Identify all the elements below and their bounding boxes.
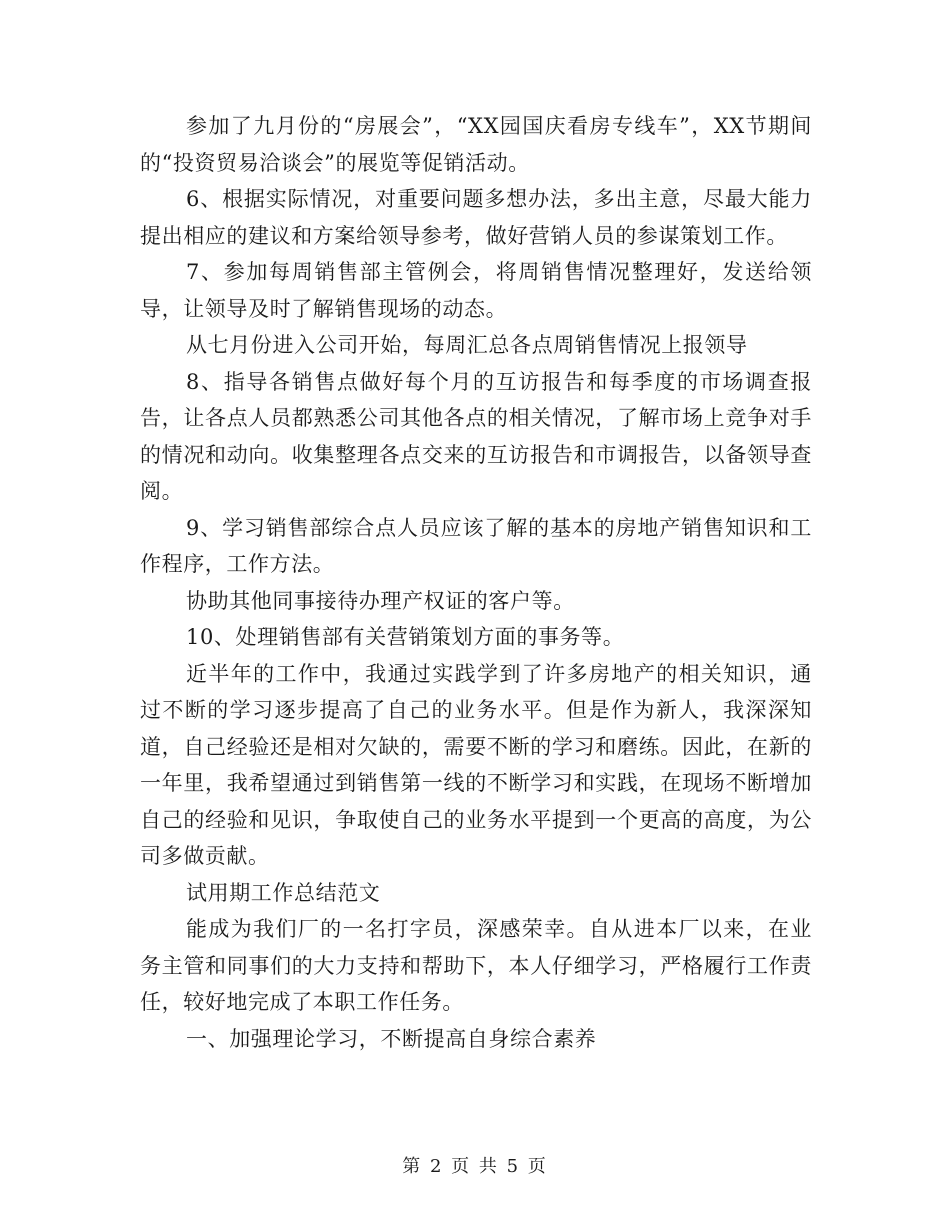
paragraph-7: 协助其他同事接待办理产权证的客户等。 <box>186 588 575 613</box>
paragraph-10: 能成为我们厂的一名打字员，深感荣幸。自从进本厂以来，在业务主管和同事们的大力支持和帮助下，本人仔细学习，严格履行工作责任，较好地完成了本职工作任务。 <box>140 917 812 1014</box>
paragraph-1: 参加了九月份的“房展会”，“XX园国庆看房专线车”，XX节期间的“投资贸易洽谈会”的展览等促销活动。 <box>140 114 812 175</box>
section-title: 试用期工作总结范文 <box>186 880 381 905</box>
page-number-footer: 第 2 页 共 5 页 <box>402 1156 548 1177</box>
paragraph-4: 从七月份进入公司开始，每周汇总各点周销售情况上报领导 <box>186 333 748 357</box>
paragraph-3: 7、参加每周销售部主管例会，将周销售情况整理好，发送给领导，让领导及时了解销售现场的动态。 <box>140 260 812 321</box>
paragraph-2: 6、根据实际情况，对重要问题多想办法，多出主意，尽最大能力提出相应的建议和方案给领导参考，做好营销人员的参谋策划工作。 <box>140 187 812 248</box>
paragraph-9: 近半年的工作中，我通过实践学到了许多房地产的相关知识，通过不断的学习逐步提高了自己的业务水平。但是作为新人，我深深知道，自己经验还是相对欠缺的，需要不断的学习和磨练。因此，在新的一年里，我希望通过到销售第一线的不断学习和实践，在现场不断增加自己的经验和见识，争取使自己的业务水平提到一个更高的高度，为公司多做贡献。 <box>140 661 812 868</box>
paragraph-5: 8、指导各销售点做好每个月的互访报告和每季度的市场调查报告，让各点人员都熟悉公司其他各点的相关情况，了解市场上竞争对手的情况和动向。收集整理各点交来的互访报告和市调报告，以备领导查阅。 <box>140 369 812 503</box>
paragraph-8: 10、处理销售部有关营销策划方面的事务等。 <box>186 625 625 649</box>
paragraph-6: 9、学习销售部综合点人员应该了解的基本的房地产销售知识和工作程序，工作方法。 <box>140 515 812 576</box>
document-body <box>140 108 812 1057</box>
subsection-heading: 一、加强理论学习，不断提高自身综合素养 <box>186 1026 597 1051</box>
